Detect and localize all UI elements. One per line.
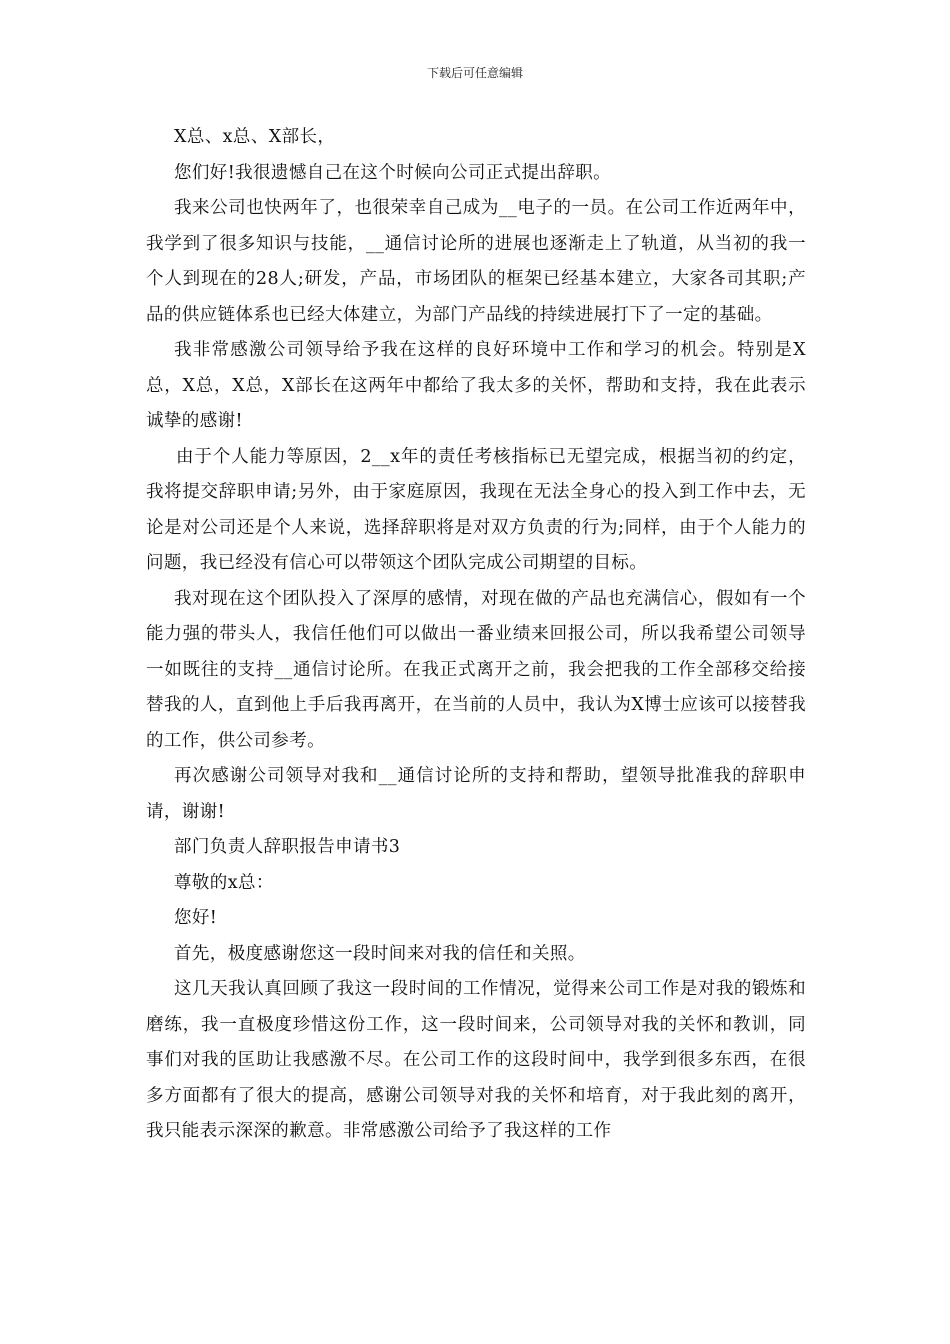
paragraph-experience: 我来公司也快两年了，也很荣幸自己成为__电子的一员。在公司工作近两年中，我学到了很多知识与技能，__通信讨论所的进展也逐渐走上了轨道，从当初的我一个人到现在的28人;研发，产品，市场团队的框架已经基本建立，大家各司其职;产品的供应链体系也已经大体建立，为部门产品线的持续进展打下了一定的基础。 — [146, 198, 806, 325]
paragraph-handover: 我对现在这个团队投入了深厚的感情，对现在做的产品也充满信心，假如有一个能力强的带头人，我信任他们可以做出一番业绩来回报公司，所以我希望公司领导一如既往的支持__通信讨论所。在我正式离开之前，我会把我的工作全部移交给接替我的人，直到他上手后我再离开，在当前的人员中，我认为X博士应该可以接替我的工作，供公司参考。 — [146, 588, 806, 751]
salutation-2: 尊敬的x总： — [174, 872, 274, 893]
paragraph-gratitude: 我非常感激公司领导给予我在这样的良好环境中工作和学习的机会。特别是X总，X总，X总，X部长在这两年中都给了我太多的关怀，帮助和支持，我在此表示诚挚的感谢! — [146, 340, 806, 431]
greeting: 您们好!我很遗憾自己在这个时候向公司正式提出辞职。 — [174, 162, 612, 183]
page-header-note: 下载后可任意编辑 — [426, 66, 523, 80]
paragraph-thanks: 首先，极度感谢您这一段时间来对我的信任和关照。 — [174, 943, 586, 964]
section-title: 部门负责人辞职报告申请书3 — [174, 837, 401, 857]
paragraph-closing: 再次感谢公司领导对我和__通信讨论所的支持和帮助，望领导批准我的辞职申请，谢谢! — [146, 766, 806, 822]
salutation: X总、x总、X部长， — [174, 127, 336, 147]
greeting-2: 您好! — [174, 908, 218, 928]
paragraph-reasons: 由于个人能力等原因，2__x年的责任考核指标已无望完成，根据当初的约定，我将提交辞职申请;另外，由于家庭原因，我现在无法全身心的投入到工作中去，无论是对公司还是个人来说，选择辞职将是对双方负责的行为;同样，由于个人能力的问题，我已经没有信心可以带领这个团队完成公司期望的目标。 — [146, 446, 806, 573]
paragraph-review: 这几天我认真回顾了我这一段时间的工作情况，觉得来公司工作是对我的锻炼和磨练，我一直极度珍惜这份工作，这一段时间来，公司领导对我的关怀和教训，同事们对我的匡助让我感激不尽。在公司工作的这段时间中，我学到很多东西，在很多方面都有了很大的提高，感谢公司领导对我的关怀和培育，对于我此刻的离开，我只能表示深深的歉意。非常感激公司给予了我这样的工作 — [146, 979, 806, 1141]
document-body — [146, 120, 806, 1150]
